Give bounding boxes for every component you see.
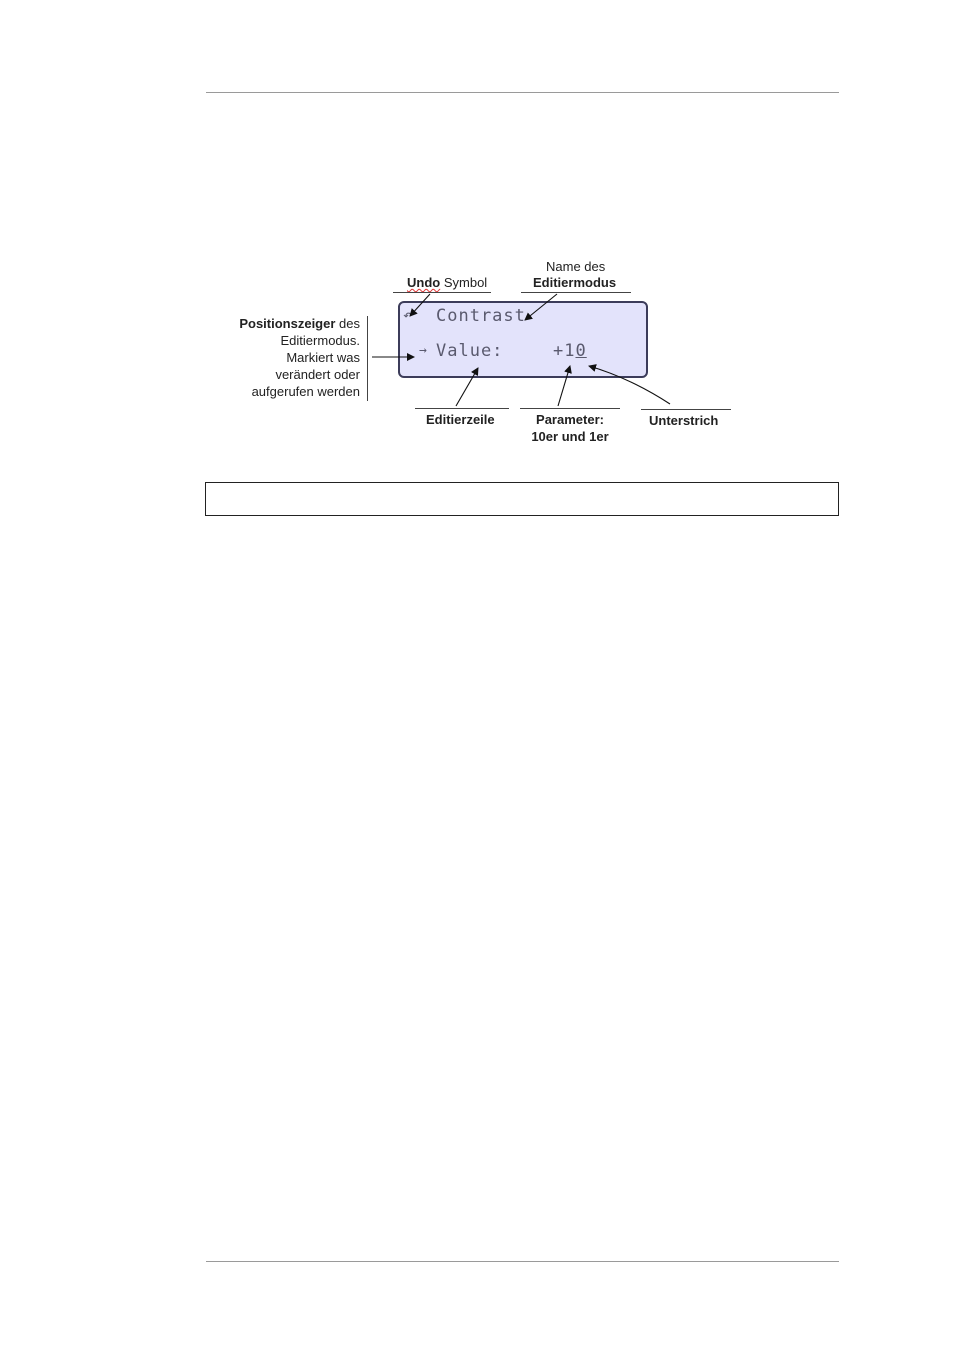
pointer-annotation-line4: verändert oder (275, 367, 360, 382)
undo-icon: ↶ (403, 306, 414, 324)
lcd-value-label: Value: (436, 341, 504, 361)
undo-label-rest: Symbol (443, 275, 488, 290)
parameter-arrow (558, 366, 570, 406)
lcd-value-prefix: +1 (553, 341, 576, 361)
pointer-annotation-line3: Markiert was (286, 350, 360, 365)
pointer-annotation-line2: Editiermodus. (280, 333, 360, 348)
pointer-label-rest: des (339, 316, 360, 331)
pointer-annotation-line5: aufgerufen werden (251, 384, 360, 399)
undo-label-bold: Undo (407, 275, 441, 290)
parameter-line2: 10er und 1er (531, 429, 609, 444)
lcd-mode-name: Contrast (436, 306, 526, 326)
mode-name-line2: Editiermodus (533, 275, 617, 290)
undo-arrow (410, 294, 430, 316)
parameter-line1: Parameter: (536, 412, 604, 427)
lcd-value-underlined-digit: 0 (575, 341, 587, 361)
mode-name-line1: Name des (546, 259, 606, 274)
edit-line-arrow (456, 368, 478, 406)
mode-name-arrow (525, 294, 557, 320)
lcd-pointer-icon: → (419, 343, 428, 358)
figure-caption-box (205, 482, 839, 516)
underline-label: Unterstrich (649, 413, 719, 428)
footer-rule (206, 1261, 839, 1262)
edit-line-label: Editierzeile (426, 412, 495, 427)
underline-arrow (589, 366, 670, 404)
pointer-label-bold: Positionszeiger (239, 316, 336, 331)
